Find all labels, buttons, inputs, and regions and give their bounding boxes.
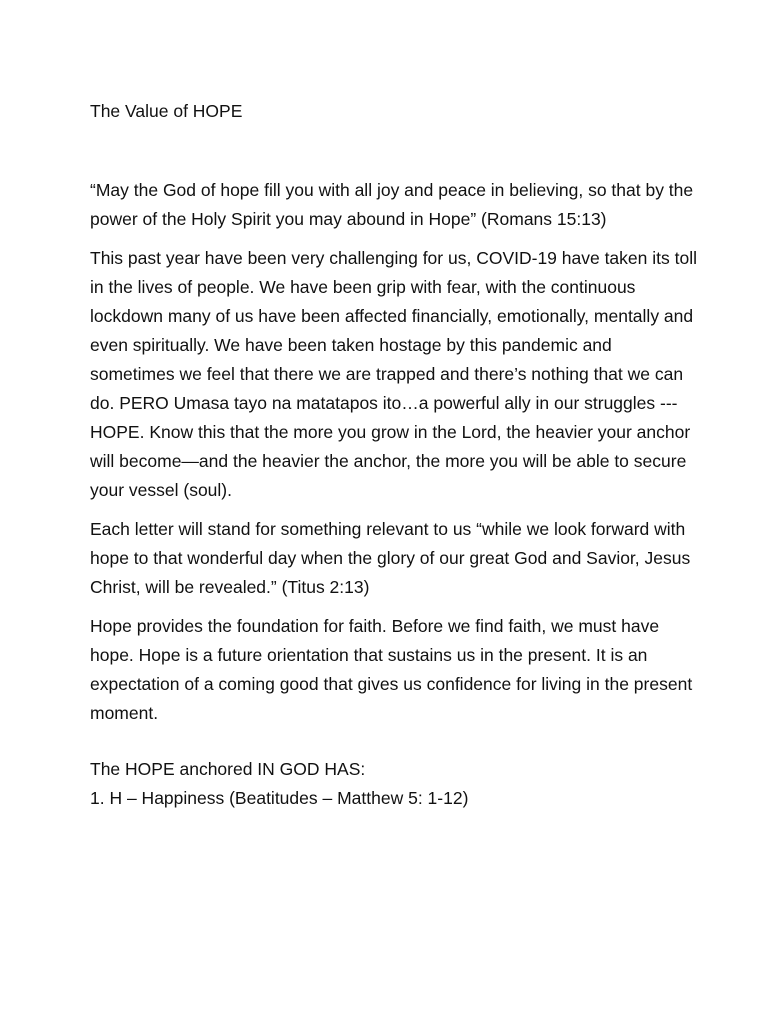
paragraph-romans-verse: “May the God of hope fill you with all joy and peace in believing, so that by the power of the Holy Spirit you may abound in Hope” (Romans 15:13) [90,180,694,229]
paragraph-each-letter: Each letter will stand for something relevant to us “while we look forward with hope to that wonderful day when the glory of our great God and Savior, Jesus Christ, will be revealed.” (Titus 2:13) [90,519,691,597]
spacer [90,738,700,755]
list-item-happiness: 1. H – Happiness (Beatitudes – Matthew 5: 1-12) [90,788,469,808]
paragraph-past-year: This past year have been very challenging for us, COVID-19 have taken its toll in the lives of people. We have been grip with fear, with the continuous lockdown many of us have been affected financially, emotionally, mentally and even spiritually. We have been taken hostage by this pandemic and sometimes we feel that there we are trapped and there’s nothing that we can do. PERO Umasa tayo na matatapos ito…a powerful ally in our struggles ---HOPE. Know this that the more you grow in the Lord, the heavier your anchor will become—and the heavier the anchor, the more you will be able to secure your vessel (soul). [90,248,697,500]
paragraph-hope-foundation: Hope provides the foundation for faith. Before we find faith, we must have hope. Hope is a future orientation that sustains us in the present. It is an expectation of a coming good that gives us confidence for living in the present moment. [90,616,693,723]
document-page [90,97,700,813]
section-heading: The HOPE anchored IN GOD HAS: [90,759,366,779]
document-title: The Value of HOPE [90,101,243,121]
